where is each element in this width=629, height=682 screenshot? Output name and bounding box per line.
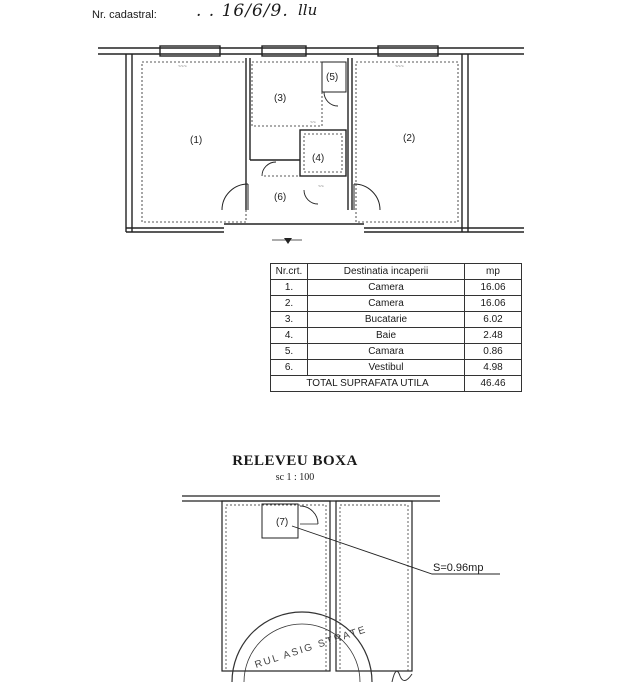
svg-text:~~: ~~ xyxy=(318,184,324,190)
table-row xyxy=(271,328,522,344)
table-row xyxy=(271,280,522,296)
row-area: 6.02 xyxy=(465,312,522,328)
column-header-number: Nr.crt. xyxy=(271,264,308,280)
room-label-1: (1) xyxy=(190,135,203,146)
row-number: 5. xyxy=(271,344,308,360)
room-label-6: (6) xyxy=(274,192,287,203)
room-label-3: (3) xyxy=(274,93,287,104)
row-number: 1. xyxy=(271,280,308,296)
stamp-text: RUL ASIG STRATE xyxy=(253,624,369,671)
row-destination: Bucatarie xyxy=(308,312,465,328)
room-area-table xyxy=(270,263,522,392)
cadastral-label: Nr. cadastral: xyxy=(92,9,157,21)
row-area: 16.06 xyxy=(465,280,522,296)
table-row xyxy=(271,296,522,312)
table-total-row xyxy=(271,376,522,392)
signature xyxy=(392,671,412,682)
column-header-area: mp xyxy=(465,264,522,280)
row-number: 4. xyxy=(271,328,308,344)
room-label-7: (7) xyxy=(276,517,289,528)
storage-box-title: RELEVEU BOXA xyxy=(232,453,358,469)
handwritten-mark: llu xyxy=(298,1,318,19)
row-destination: Baie xyxy=(308,328,465,344)
table-header-row xyxy=(271,264,522,280)
total-label: TOTAL SUPRAFATA UTILA xyxy=(271,376,465,392)
row-destination: Camera xyxy=(308,296,465,312)
room-label-4: (4) xyxy=(312,153,325,164)
row-number: 2. xyxy=(271,296,308,312)
total-value: 46.46 xyxy=(465,376,522,392)
row-destination: Camara xyxy=(308,344,465,360)
svg-text:~~~: ~~~ xyxy=(395,64,404,70)
storage-area-callout: S=0.96mp xyxy=(433,562,484,574)
row-number: 3. xyxy=(271,312,308,328)
row-area: 4.98 xyxy=(465,360,522,376)
table-row xyxy=(271,312,522,328)
table-row xyxy=(271,344,522,360)
cadastral-number: . . 16/6/9. xyxy=(196,1,289,21)
row-area: 0.86 xyxy=(465,344,522,360)
row-area: 2.48 xyxy=(465,328,522,344)
row-area: 16.06 xyxy=(465,296,522,312)
svg-text:~~~: ~~~ xyxy=(178,64,187,70)
room-label-2: (2) xyxy=(403,133,416,144)
table-row xyxy=(271,360,522,376)
room-label-5: (5) xyxy=(326,72,339,83)
row-number: 6. xyxy=(271,360,308,376)
column-header-destination: Destinatia incaperii xyxy=(308,264,465,280)
row-destination: Camera xyxy=(308,280,465,296)
storage-box-scale: sc 1 : 100 xyxy=(275,472,315,483)
row-destination: Vestibul xyxy=(308,360,465,376)
svg-text:~~: ~~ xyxy=(310,120,316,126)
